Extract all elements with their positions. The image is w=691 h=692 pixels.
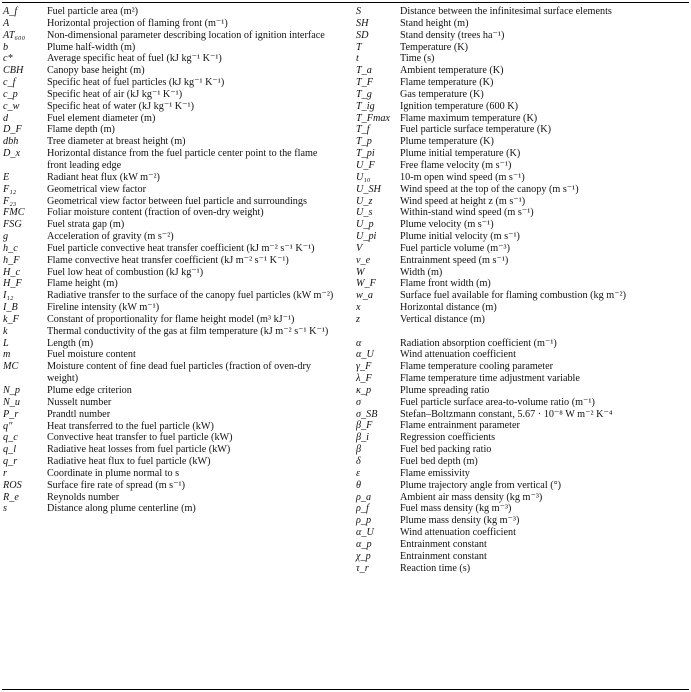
nomenclature-row	[356, 30, 689, 42]
definition: Wind attenuation coefficient	[400, 349, 516, 361]
nomenclature-row	[356, 136, 689, 148]
symbol: α_U	[356, 349, 374, 361]
symbol: dbh	[3, 136, 19, 148]
definition: Reynolds number	[47, 491, 120, 503]
nomenclature-row	[3, 267, 343, 279]
definition: Plume initial temperature (K)	[400, 148, 521, 160]
definition: Specific heat of water (kJ kg⁻¹ K⁻¹)	[47, 100, 194, 112]
symbol: CBH	[3, 65, 24, 77]
nomenclature-row	[356, 563, 689, 575]
definition: Free flame velocity (m s⁻¹)	[400, 159, 512, 171]
definition: Length (m)	[47, 337, 94, 349]
definition: Within-stand wind speed (m s⁻¹)	[400, 207, 534, 219]
nomenclature-row	[356, 42, 689, 54]
definition: Fuel low heat of combustion (kJ kg⁻¹)	[47, 266, 204, 278]
definition: Radiant heat flux (kW m⁻²)	[47, 171, 160, 183]
definition: Horizontal distance (m)	[400, 302, 497, 314]
nomenclature-row	[3, 113, 343, 125]
definition: Plume edge criterion	[47, 385, 132, 396]
definition: Regression coefficients	[400, 432, 496, 444]
definition: Plume velocity (m s⁻¹)	[400, 219, 494, 231]
symbol: x	[356, 302, 361, 314]
nomenclature-row	[356, 243, 689, 255]
definition: Ignition temperature (600 K)	[400, 100, 518, 112]
definition: Width (m)	[400, 266, 443, 278]
definition: Flame temperature cooling parameter	[400, 361, 554, 373]
definition: Fuel particle surface temperature (K)	[400, 124, 552, 136]
nomenclature-row	[3, 278, 343, 290]
definition: Stand density (trees ha⁻¹)	[400, 29, 505, 41]
nomenclature-row	[3, 53, 343, 65]
symbol: t	[356, 53, 359, 65]
symbol: ε	[356, 467, 361, 479]
symbol: MC	[3, 361, 19, 373]
definition: Foliar moisture content (fraction of oven-dry weight)	[47, 207, 264, 219]
definition: Tree diameter at breast height (m)	[47, 136, 186, 148]
symbol: q_c	[3, 432, 18, 444]
nomenclature-row	[356, 492, 689, 504]
nomenclature-row	[356, 77, 689, 89]
definition: Fuel bed packing ratio	[400, 444, 492, 456]
definition: Radiative heat flux to fuel particle (kW)	[47, 456, 211, 468]
symbol: b	[3, 41, 9, 53]
definition: Stand height (m)	[400, 17, 469, 29]
symbol: V	[356, 242, 363, 254]
nomenclature-row	[3, 397, 343, 409]
nomenclature-row	[3, 326, 343, 338]
nomenclature-row	[356, 551, 689, 563]
symbol: q_l	[3, 444, 17, 456]
nomenclature-row	[3, 255, 343, 267]
definition: Ambient air mass density (kg m⁻³)	[400, 491, 543, 503]
symbol: σ_SB	[356, 408, 378, 420]
nomenclature-row	[356, 196, 689, 208]
nomenclature-row	[3, 314, 343, 326]
symbol: T_F	[356, 77, 373, 89]
definition: Heat transferred to the fuel particle (kW)	[47, 420, 214, 432]
symbol: P_r	[3, 408, 19, 420]
nomenclature-row	[356, 231, 689, 243]
definition: Gas temperature (K)	[400, 88, 484, 100]
definition: Radiative heat losses from fuel particle (kW)	[47, 444, 231, 456]
nomenclature-row	[3, 361, 343, 385]
nomenclature-row	[3, 385, 343, 397]
definition: Flame emissivity	[400, 467, 470, 479]
symbol: E	[3, 171, 10, 183]
nomenclature-row	[3, 184, 343, 196]
nomenclature-row	[356, 338, 689, 350]
nomenclature-row	[3, 219, 343, 231]
symbol: χ_p	[356, 550, 371, 562]
definition: Surface fuel available for flaming combustion (kg m⁻²)	[400, 290, 626, 302]
nomenclature-row	[356, 361, 689, 373]
nomenclature-row	[356, 468, 689, 480]
nomenclature-row	[3, 421, 343, 433]
nomenclature-row	[356, 314, 689, 326]
symbol: L	[3, 337, 9, 349]
definition: Fuel particle convective heat transfer coefficient (kJ m⁻² s⁻¹ K⁻¹)	[47, 242, 315, 254]
symbol: W	[356, 266, 365, 278]
nomenclature-row	[3, 65, 343, 77]
nomenclature-row	[356, 515, 689, 527]
symbol: ρ_f	[356, 503, 369, 515]
definition: Coordinate in plume normal to s	[47, 467, 180, 479]
nomenclature-row	[3, 456, 343, 468]
nomenclature-row	[356, 420, 689, 432]
nomenclature-row	[3, 136, 343, 148]
nomenclature-row	[356, 101, 689, 113]
definition: Distance along plume centerline (m)	[47, 503, 196, 515]
nomenclature-row	[3, 432, 343, 444]
nomenclature-row	[356, 184, 689, 196]
table-top-rule	[2, 2, 689, 3]
nomenclature-row	[356, 290, 689, 302]
nomenclature-row	[3, 409, 343, 421]
definition: Vertical distance (m)	[400, 313, 485, 325]
definition: Fireline intensity (kW m⁻¹)	[47, 302, 160, 314]
definition: Nusselt number	[47, 396, 112, 408]
symbol: T_p	[356, 136, 372, 148]
definition: Entrainment constant	[400, 550, 487, 562]
symbol: U_z	[356, 195, 373, 207]
symbol: q″	[3, 420, 13, 432]
definition: Acceleration of gravity (m s⁻²)	[47, 231, 174, 243]
symbol: κ_p	[356, 384, 372, 396]
nomenclature-row	[3, 77, 343, 89]
definition: Radiative transfer to the surface of the canopy fuel particles (kW m⁻²)	[47, 290, 334, 302]
nomenclature-row	[356, 539, 689, 551]
definition: Fuel bed depth (m)	[400, 456, 478, 468]
nomenclature-row	[3, 468, 343, 480]
nomenclature-row	[3, 172, 343, 184]
definition: Horizontal projection of flaming front (m⁻¹)	[47, 17, 228, 29]
nomenclature-row	[3, 231, 343, 243]
nomenclature-row	[356, 207, 689, 219]
definition: Plume initial velocity (m s⁻¹)	[400, 231, 520, 243]
definition: Fuel particle area (m²)	[47, 6, 139, 17]
nomenclature-row	[3, 444, 343, 456]
nomenclature-row	[3, 302, 343, 314]
definition: Flame entrainment parameter	[400, 420, 520, 432]
definition: Fuel strata gap (m)	[47, 219, 125, 231]
symbol: A	[3, 17, 10, 29]
symbol: τ_r	[356, 562, 369, 574]
symbol: F₂₃	[3, 195, 17, 207]
symbol: β_F	[356, 420, 373, 432]
symbol: r	[3, 467, 7, 479]
symbol: c_p	[3, 88, 18, 100]
symbol: β	[356, 444, 362, 456]
symbol: h_c	[3, 242, 18, 254]
nomenclature-row	[3, 101, 343, 113]
nomenclature-row	[356, 53, 689, 65]
symbol: c_w	[3, 100, 20, 112]
nomenclature-row	[3, 89, 343, 101]
nomenclature-row	[356, 456, 689, 468]
definition: Plume trajectory angle from vertical (°)	[400, 479, 562, 491]
definition: Constant of proportionality for flame height model (m³ kJ⁻¹)	[47, 313, 295, 325]
symbol: g	[3, 231, 9, 243]
symbol: FSG	[3, 219, 22, 231]
definition: Flame maximum temperature (K)	[400, 112, 538, 124]
nomenclature-row	[356, 89, 689, 101]
symbol: σ	[356, 396, 362, 408]
symbol: w_a	[356, 290, 373, 302]
symbol: H_F	[3, 278, 22, 290]
definition: Entrainment speed (m s⁻¹)	[400, 254, 509, 266]
symbol: c*	[3, 53, 13, 65]
symbol: s	[3, 503, 7, 515]
nomenclature-row	[3, 18, 343, 30]
symbol: v_e	[356, 254, 371, 266]
definition: Entrainment constant	[400, 538, 487, 550]
definition: Flame convective heat transfer coefficient (kJ m⁻² s⁻¹ K⁻¹)	[47, 254, 289, 266]
definition: Flame temperature (K)	[400, 77, 494, 89]
definition: Fuel particle surface area-to-volume ratio (m⁻¹)	[400, 396, 595, 408]
nomenclature-row	[3, 492, 343, 504]
nomenclature-row	[356, 124, 689, 136]
definition: Flame depth (m)	[47, 124, 115, 136]
symbol: SH	[356, 17, 369, 29]
definition: Flame height (m)	[47, 278, 118, 290]
symbol: k_F	[3, 313, 19, 325]
definition: Plume spreading ratio	[400, 384, 490, 396]
symbol: h_F	[3, 254, 20, 266]
symbol: D_x	[3, 148, 20, 160]
symbol: T_ig	[356, 100, 375, 112]
definition: Plume temperature (K)	[400, 136, 494, 148]
nomenclature-row	[356, 373, 689, 385]
nomenclature-row	[3, 338, 343, 350]
definition: Canopy base height (m)	[47, 65, 145, 77]
definition: Flame temperature time adjustment variable	[400, 373, 580, 385]
symbol: θ	[356, 479, 362, 491]
definition: Moisture content of fine dead fuel particles (fraction of oven-dry weight)	[47, 361, 311, 385]
nomenclature-row	[356, 278, 689, 290]
definition: Radiation absorption coefficient (m⁻¹)	[400, 337, 557, 349]
symbol: ROS	[3, 479, 22, 491]
definition: Fuel element diameter (m)	[47, 112, 156, 124]
nomenclature-row	[356, 385, 689, 397]
symbol: A_f	[3, 6, 18, 17]
symbol: q_r	[3, 456, 18, 468]
definition: 10-m open wind speed (m s⁻¹)	[400, 171, 525, 183]
definition: Thermal conductivity of the gas at film temperature (kJ m⁻² s⁻¹ K⁻¹)	[47, 325, 329, 337]
nomenclature-row	[356, 432, 689, 444]
nomenclature-row	[3, 243, 343, 255]
symbol: I_B	[3, 302, 18, 314]
symbol: d	[3, 112, 9, 124]
definition: Fuel mass density (kg m⁻³)	[400, 503, 512, 515]
nomenclature-row	[356, 527, 689, 539]
symbol: S	[356, 6, 362, 17]
symbol: T_a	[356, 65, 372, 77]
symbol: z	[356, 313, 360, 325]
nomenclature-row	[3, 503, 343, 515]
definition: Geometrical view factor between fuel particle and surroundings	[47, 195, 307, 207]
nomenclature-row	[3, 196, 343, 208]
definition: Wind speed at height z (m s⁻¹)	[400, 195, 526, 207]
symbol: m	[3, 349, 11, 361]
definition: Fuel particle volume (m⁻³)	[400, 242, 510, 254]
symbol: H_c	[3, 266, 20, 278]
definition: Reaction time (s)	[400, 562, 471, 574]
definition: Flame front width (m)	[400, 278, 491, 290]
symbol: I₁₂	[3, 290, 14, 302]
definition: Convective heat transfer to fuel particle (kW)	[47, 432, 233, 444]
table-bottom-rule	[2, 689, 689, 690]
nomenclature-row	[3, 6, 343, 18]
symbol: F₁₂	[3, 183, 17, 195]
symbol: D_F	[3, 124, 22, 136]
symbol: T_g	[356, 88, 372, 100]
definition: Non-dimensional parameter describing location of ignition interface	[47, 29, 325, 41]
nomenclature-row	[356, 6, 689, 18]
definition: Distance between the infinitesimal surface elements	[400, 6, 612, 17]
nomenclature-row	[3, 124, 343, 136]
symbol: SD	[356, 29, 369, 41]
definition: Plume half-width (m)	[47, 41, 136, 53]
definition: Geometrical view factor	[47, 183, 146, 195]
symbol: U_SH	[356, 183, 381, 195]
symbol: FMC	[3, 207, 25, 219]
nomenclature-row	[3, 349, 343, 361]
nomenclature-row	[356, 409, 689, 421]
symbol: R_e	[3, 491, 19, 503]
nomenclature-row	[356, 219, 689, 231]
nomenclature-row	[356, 480, 689, 492]
symbol: α_p	[356, 538, 372, 550]
symbol: c_f	[3, 77, 16, 89]
symbol: W_F	[356, 278, 376, 290]
nomenclature-row	[356, 148, 689, 160]
definition: Temperature (K)	[400, 41, 469, 53]
symbol: β_i	[356, 432, 369, 444]
symbol: T_Fmax	[356, 112, 390, 124]
definition: Specific heat of fuel particles (kJ kg⁻¹ K⁻¹)	[47, 77, 225, 89]
nomenclature-row	[3, 290, 343, 302]
symbol: AT₆₀₀	[3, 29, 26, 41]
nomenclature-right-column	[356, 6, 689, 574]
nomenclature-row	[3, 42, 343, 54]
nomenclature-row	[356, 113, 689, 125]
nomenclature-row	[356, 444, 689, 456]
nomenclature-row	[356, 255, 689, 267]
nomenclature-row	[3, 207, 343, 219]
nomenclature-row	[3, 148, 343, 172]
definition: Horizontal distance from the fuel particle center point to the flame front leading edge	[47, 148, 318, 171]
section-gap	[356, 326, 689, 338]
definition: Surface fire rate of spread (m s⁻¹)	[47, 479, 185, 491]
definition: Fuel moisture content	[47, 349, 136, 361]
definition: Wind attenuation coefficient	[400, 527, 516, 539]
symbol: U_F	[356, 159, 375, 171]
symbol: T_f	[356, 124, 370, 136]
definition: Wind speed at the top of the canopy (m s⁻¹)	[400, 183, 579, 195]
definition: Prandtl number	[47, 408, 111, 420]
definition: Stefan–Boltzmann constant, 5.67 · 10⁻⁸ W m⁻² K⁻⁴	[400, 408, 613, 420]
symbol: γ_F	[356, 361, 372, 373]
definition: Plume mass density (kg m⁻³)	[400, 515, 520, 527]
symbol: N_u	[3, 396, 20, 408]
nomenclature-row	[356, 18, 689, 30]
definition: Specific heat of air (kJ kg⁻¹ K⁻¹)	[47, 88, 183, 100]
nomenclature-row	[356, 397, 689, 409]
nomenclature-row	[356, 267, 689, 279]
symbol: U₁₀	[356, 171, 371, 183]
nomenclature-row	[356, 172, 689, 184]
symbol: k	[3, 325, 8, 337]
symbol: ρ_a	[356, 491, 372, 503]
definition: Ambient temperature (K)	[400, 65, 504, 77]
nomenclature-row	[356, 503, 689, 515]
nomenclature-row	[356, 302, 689, 314]
nomenclature-row	[3, 30, 343, 42]
symbol: α	[356, 337, 362, 349]
nomenclature-row	[356, 349, 689, 361]
nomenclature-left-column	[3, 6, 343, 515]
symbol: U_pi	[356, 231, 377, 243]
symbol: U_p	[356, 219, 374, 231]
symbol: N_p	[3, 385, 20, 396]
symbol: U_s	[356, 207, 373, 219]
definition: Average specific heat of fuel (kJ kg⁻¹ K⁻¹)	[47, 53, 222, 65]
nomenclature-row	[3, 480, 343, 492]
symbol: T	[356, 41, 362, 53]
symbol: λ_F	[356, 373, 372, 385]
symbol: T_pi	[356, 148, 375, 160]
nomenclature-row	[356, 160, 689, 172]
symbol: δ	[356, 456, 361, 468]
nomenclature-row	[356, 65, 689, 77]
definition: Time (s)	[400, 53, 435, 65]
symbol: α_U	[356, 527, 374, 539]
symbol: ρ_p	[356, 515, 372, 527]
